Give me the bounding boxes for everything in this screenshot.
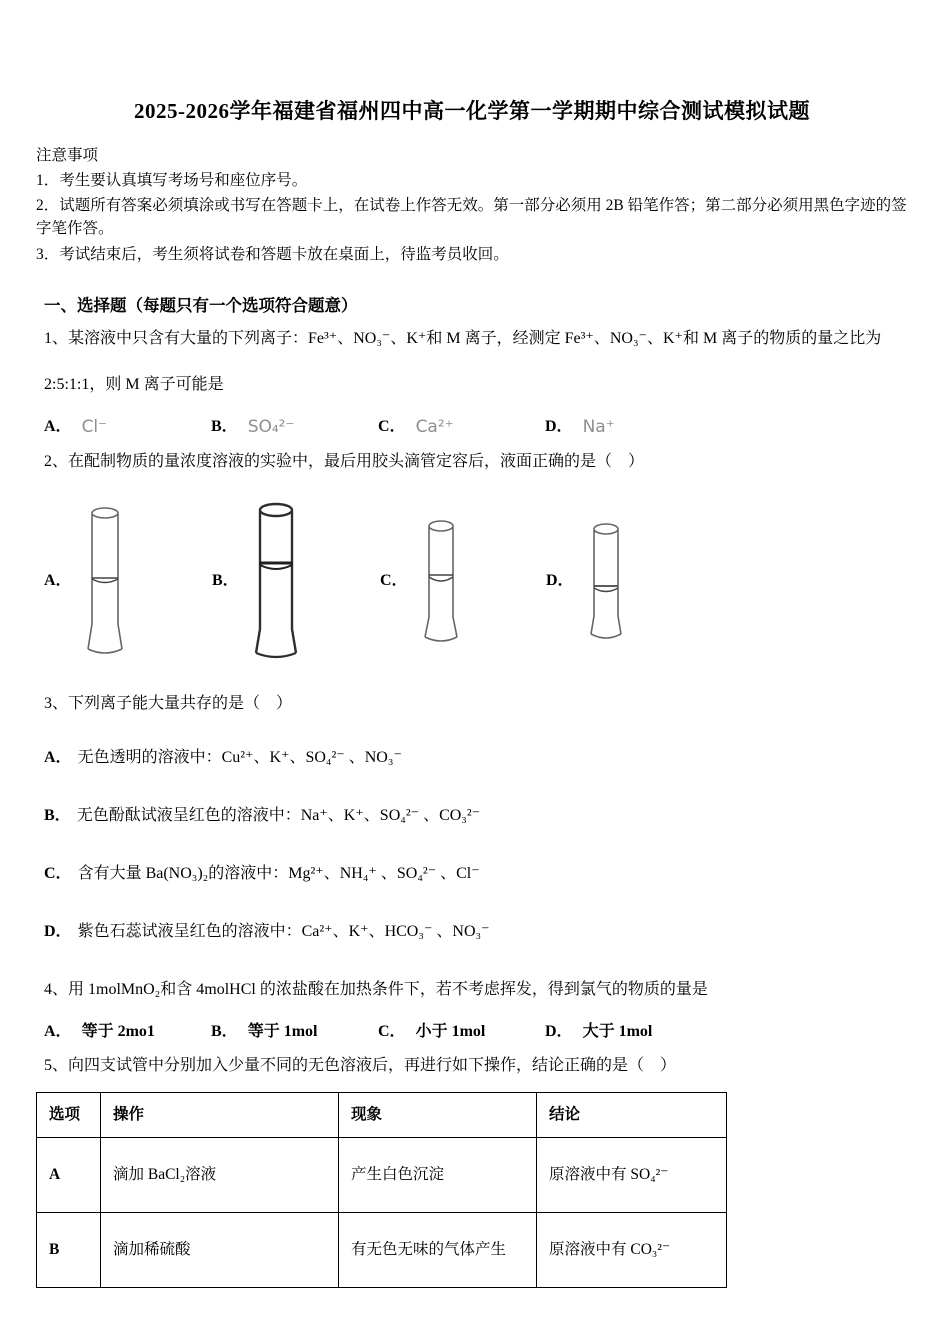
q4-option-a-text: 等于 2mo1	[81, 1023, 155, 1040]
q3-option-d-label: D．	[44, 923, 72, 940]
q5-header-select: 选项	[37, 1093, 101, 1138]
q3-option-b-text: 无色酚酞试液呈红色的溶液中：Na⁺、K⁺、SO₄²⁻ 、CO₃²⁻	[76, 807, 481, 824]
q1-option-a-formula: Cl⁻	[81, 416, 108, 437]
notice-item-1: 1．考生要认真填写考场号和座位序号。	[36, 171, 308, 189]
flask-neck-a-image	[86, 506, 124, 656]
q5-header-conclusion: 结论	[537, 1093, 727, 1138]
q1-option-d-label: D．	[545, 417, 573, 435]
q2-option-d	[546, 522, 624, 640]
q1-option-a	[44, 415, 211, 441]
question-1-options	[44, 415, 908, 441]
question-2-images	[44, 496, 908, 666]
notice-item-3: 3．考试结束后，考生须将试卷和答题卡放在桌面上，待监考员收回。	[36, 245, 509, 263]
question-4-text: 4、用 1molMnO₂和含 4molHCl 的浓盐酸在加热条件下，若不考虑挥发，得到氯气的物质的量是	[44, 981, 708, 998]
q5-row-b-conclusion: 原溶液中有 CO₃²⁻	[537, 1213, 727, 1288]
page-title: 2025-2026学年福建省福州四中高一化学第一学期期中综合测试模拟试题	[134, 99, 810, 123]
q1-option-c-label: C．	[378, 417, 406, 435]
q2-option-c	[380, 519, 546, 643]
q4-option-c-text: 小于 1mol	[415, 1023, 486, 1040]
q5-row-a-conclusion: 原溶液中有 SO₄²⁻	[537, 1138, 727, 1213]
q3-option-c-text: 含有大量 Ba(NO₃)₂的溶液中：Mg²⁺、NH₄⁺ 、SO₄²⁻ 、Cl⁻	[77, 865, 480, 882]
notice-item-2: 2．试题所有答案必须填涂或书写在答题卡上，在试卷上作答无效。第一部分必须用 2B 铅笔作答；第二部分必须用黑色字迹的签字笔作答。	[36, 197, 907, 238]
q3-option-d-text: 紫色石蕊试液呈红色的溶液中：Ca²⁺、K⁺、HCO₃⁻ 、NO₃⁻	[77, 923, 490, 940]
q2-option-c-label: C．	[380, 572, 408, 589]
q3-option-a-text: 无色透明的溶液中：Cu²⁺、K⁺、SO₄²⁻ 、NO₃⁻	[77, 749, 402, 766]
q5-table-header-row	[37, 1093, 727, 1138]
q4-option-b-text: 等于 1mol	[247, 1023, 318, 1040]
q2-option-a	[44, 506, 212, 656]
question-3-text: 3、下列离子能大量共存的是（ ）	[44, 695, 293, 712]
q5-header-phenomenon: 现象	[339, 1093, 537, 1138]
question-2	[36, 450, 908, 666]
q2-option-a-label: A．	[44, 572, 72, 589]
question-5-text: 5、向四支试管中分别加入少量不同的无色溶液后，再进行如下操作，结论正确的是（ ）	[44, 1057, 677, 1074]
flask-neck-c-image	[422, 519, 460, 643]
notice-block	[36, 144, 908, 266]
q5-table	[36, 1092, 727, 1288]
q3-option-b-label: B．	[44, 807, 71, 824]
q2-option-b	[212, 501, 380, 661]
q3-option-d	[44, 920, 908, 944]
q4-option-b	[211, 1020, 378, 1044]
q3-option-c-label: C．	[44, 865, 72, 882]
question-1-text-line1: 1、某溶液中只含有大量的下列离子：Fe³⁺、NO₃⁻、K⁺和 M 离子，经测定 Fe³⁺、NO₃⁻、K⁺和 M 离子的物质的量之比为	[44, 329, 882, 347]
section-heading: 一、选择题（每题只有一个选项符合题意）	[44, 295, 358, 315]
q2-option-b-label: B．	[212, 572, 239, 589]
q4-option-d-label: D．	[545, 1023, 573, 1040]
q4-option-a	[44, 1020, 211, 1044]
question-2-text: 2、在配制物质的量浓度溶液的实验中，最后用胶头滴管定容后，液面正确的是（ ）	[44, 453, 645, 470]
question-3	[36, 692, 908, 944]
q5-row-a-operation: 滴加 BaCl₂溶液	[101, 1138, 339, 1213]
question-1-text-line2: 2:5:1:1，则 M 离子可能是	[44, 375, 224, 393]
table-row	[37, 1213, 727, 1288]
q5-row-b-option: B	[37, 1213, 101, 1288]
q5-row-b-operation: 滴加稀硫酸	[101, 1213, 339, 1288]
q1-option-c-formula: Ca²⁺	[415, 416, 454, 437]
q1-option-b	[211, 415, 378, 441]
q3-option-a	[44, 746, 908, 770]
flask-neck-d-image	[588, 522, 624, 640]
q3-option-a-label: A．	[44, 749, 72, 766]
q4-option-c	[378, 1020, 545, 1044]
q2-option-d-label: D．	[546, 572, 574, 589]
q4-option-a-label: A．	[44, 1023, 72, 1040]
q1-option-a-label: A．	[44, 417, 72, 435]
q4-option-d-text: 大于 1mol	[582, 1023, 653, 1040]
q4-option-c-label: C．	[378, 1023, 406, 1040]
table-row	[37, 1138, 727, 1213]
q5-row-a-option: A	[37, 1138, 101, 1213]
q3-option-b	[44, 804, 908, 828]
q1-option-c	[378, 415, 545, 441]
q4-option-b-label: B．	[211, 1023, 238, 1040]
question-1	[36, 327, 908, 441]
question-4	[36, 978, 908, 1044]
q3-option-c	[44, 862, 908, 886]
q1-option-b-formula: SO₄²⁻	[247, 416, 295, 437]
notice-heading: 注意事项	[36, 146, 99, 164]
question-4-options	[44, 1020, 908, 1044]
q5-header-operation: 操作	[101, 1093, 339, 1138]
q5-row-b-phenomenon: 有无色无味的气体产生	[339, 1213, 537, 1288]
q1-option-d-formula: Na⁺	[582, 416, 615, 437]
q5-row-a-phenomenon: 产生白色沉淀	[339, 1138, 537, 1213]
question-5	[36, 1054, 908, 1288]
q4-option-d	[545, 1020, 712, 1044]
q1-option-d	[545, 415, 712, 441]
flask-neck-b-image	[253, 501, 299, 661]
q1-option-b-label: B．	[211, 417, 238, 435]
